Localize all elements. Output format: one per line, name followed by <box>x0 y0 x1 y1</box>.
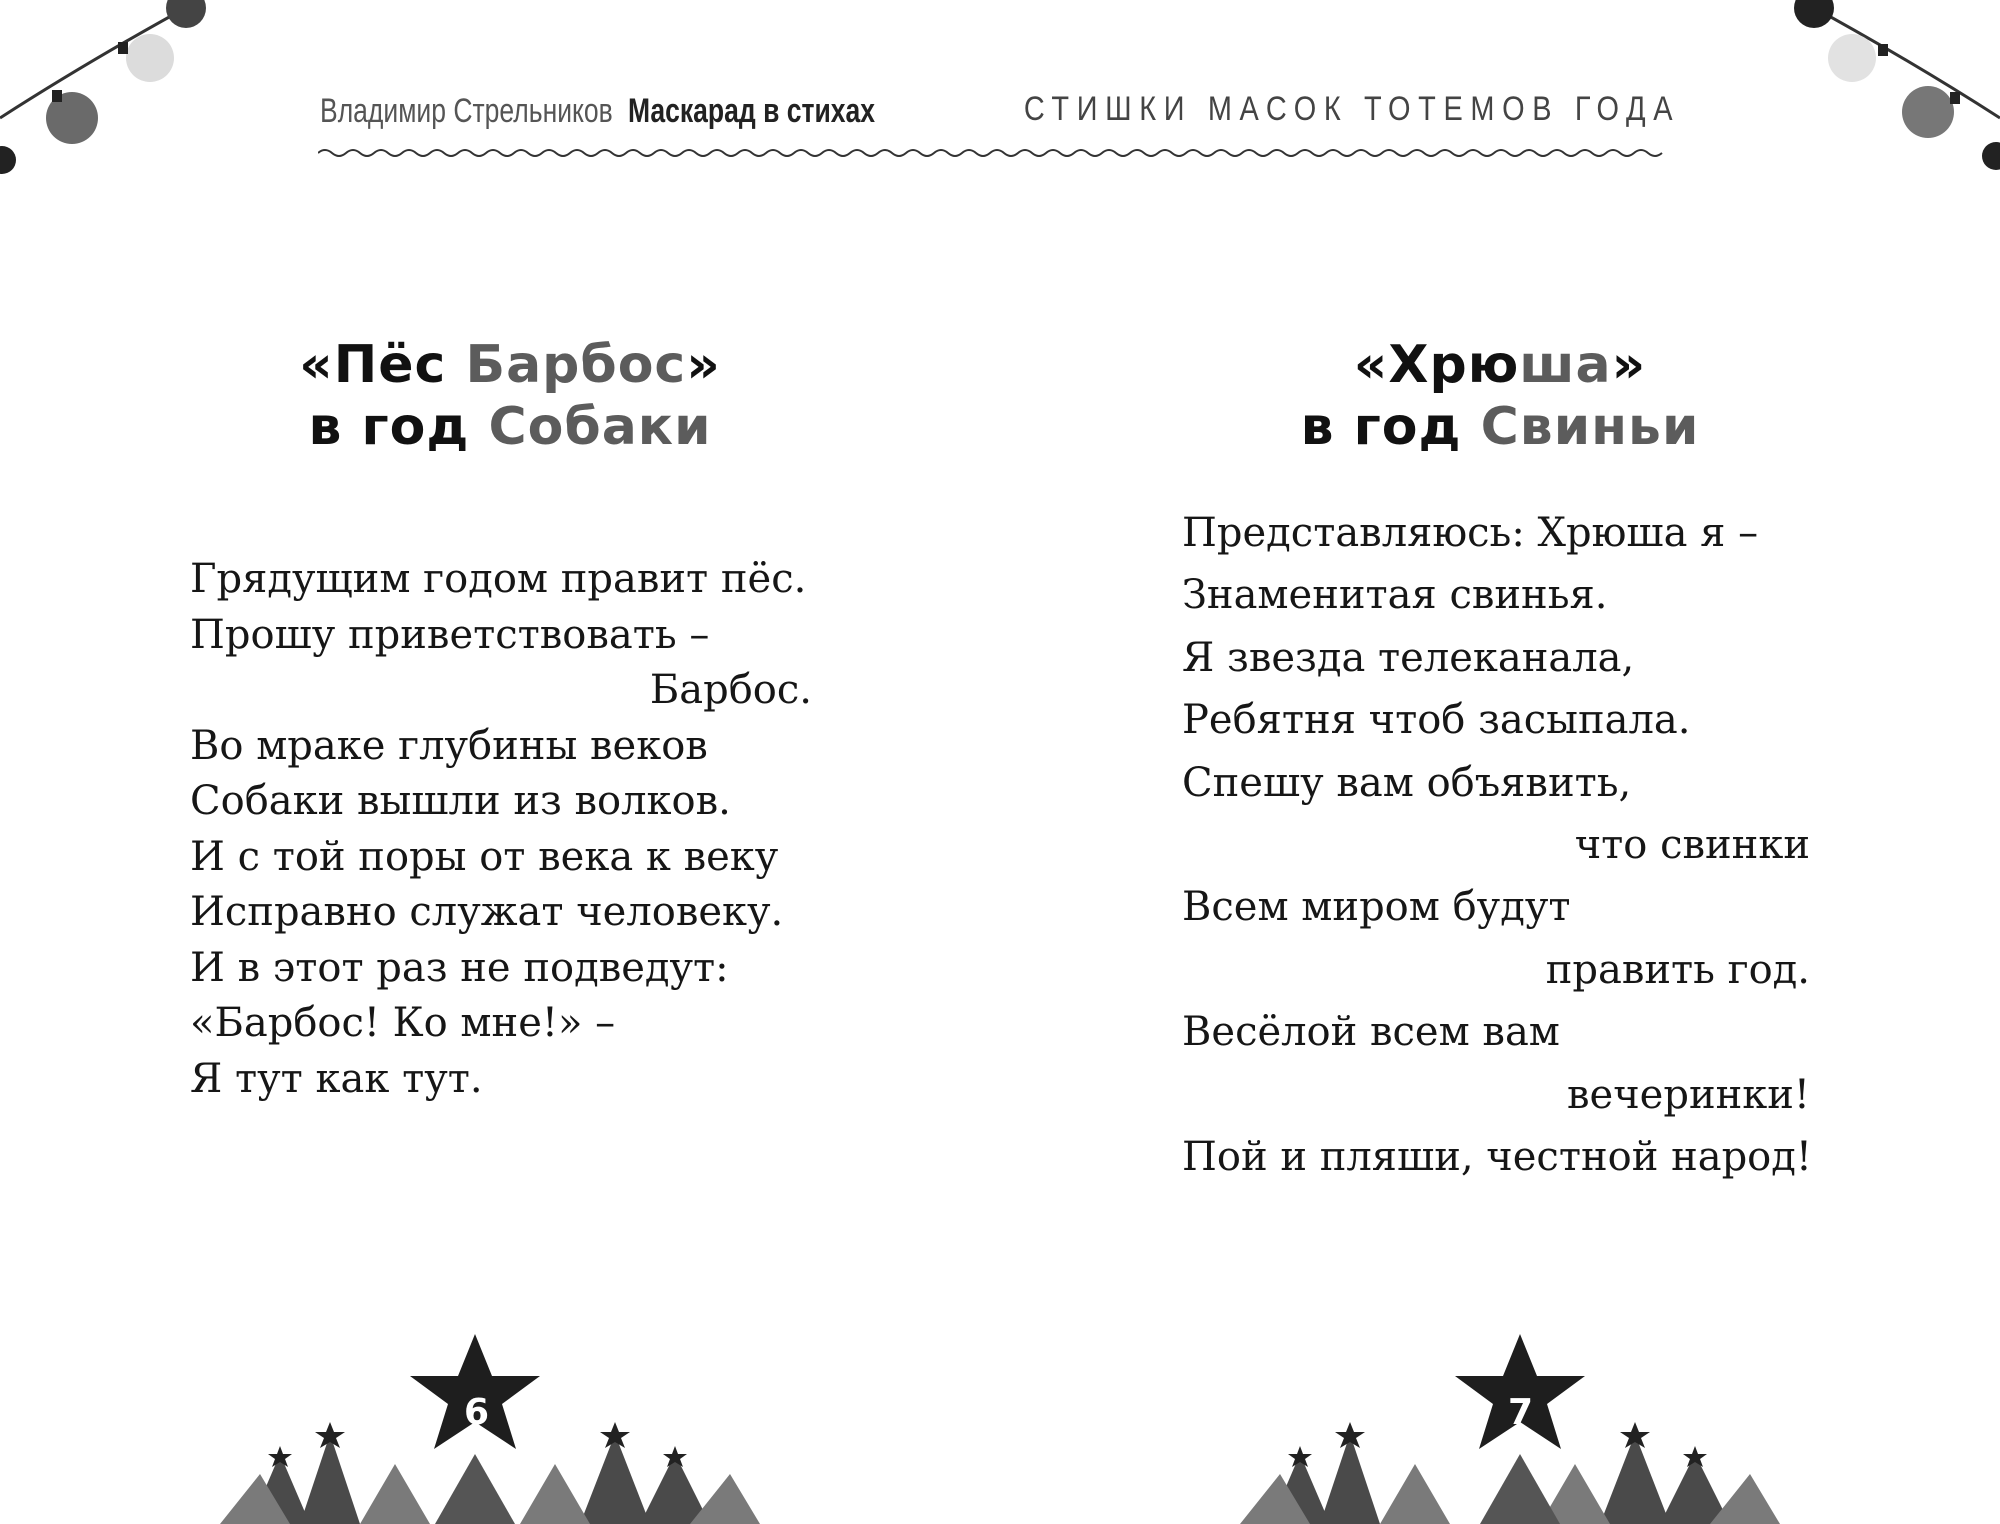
left-title-line2-grey: Собаки <box>488 397 712 457</box>
right-poem-title <box>1200 334 1800 458</box>
poem-line: Собаки вышли из волков. <box>190 778 731 824</box>
left-title-line1-grey: Барбос <box>465 335 687 395</box>
right-title-line1-grey: ша <box>1519 335 1612 395</box>
right-title-line2-grey: Свиньи <box>1480 397 1700 457</box>
left-title-line2-dark: в год <box>308 397 489 457</box>
poem-line: И с той поры от века к веку <box>190 833 779 880</box>
poem-line: что свинки <box>1574 822 1810 869</box>
poem-line: Исправно служат человеку. <box>190 889 784 935</box>
poem-line: Прошу приветствовать – <box>190 611 710 658</box>
poem-line: Я тут как тут. <box>190 1055 483 1102</box>
poem-line: И в этот раз не подведут: <box>190 944 729 991</box>
poem-line: Представляюсь: Хрюша я – <box>1182 510 1759 556</box>
poem-line: «Барбос! Ко мне!» – <box>190 1000 616 1046</box>
right-poem-text <box>1182 502 1810 1188</box>
poem-line: Спешу вам объявить, <box>1182 759 1632 806</box>
left-poem-text <box>190 552 812 1107</box>
poem-line: Барбос. <box>649 667 812 713</box>
header-book-title: Маскарад в стихах <box>628 92 876 130</box>
poem-line: править год. <box>1545 946 1810 993</box>
poem-line: вечеринки! <box>1567 1071 1810 1118</box>
header-series-title: СТИШКИ МАСОК ТОТЕМОВ ГОДА <box>1023 90 1680 128</box>
right-title-line2-dark: в год <box>1300 397 1481 457</box>
page-number-left: 6 <box>464 1392 490 1433</box>
right-title-line1-dark: «Хрю <box>1353 335 1520 395</box>
garland-decoration-right <box>1760 0 2000 180</box>
page-number-right: 7 <box>1508 1392 1534 1433</box>
left-title-line1-dark: «Пёс <box>299 335 466 395</box>
left-title-line1-end: » <box>686 335 721 395</box>
garland-decoration-left <box>0 0 240 180</box>
running-header <box>320 92 1680 140</box>
left-poem-title <box>210 334 810 458</box>
poem-line: Пой и пляши, честной народ! <box>1182 1134 1812 1181</box>
poem-line: Знаменитая свинья. <box>1182 572 1608 619</box>
poem-line: Всем миром будут <box>1182 884 1571 931</box>
header-author: Владимир Стрельников <box>320 92 613 130</box>
poem-line: Я звезда телеканала, <box>1182 634 1635 681</box>
poem-line: Грядущим годом правит пёс. <box>190 556 807 602</box>
poem-line: Ребятня чтоб засыпала. <box>1182 697 1691 744</box>
poem-line: Во мраке глубины веков <box>190 722 708 769</box>
right-title-line1-end: » <box>1611 335 1647 395</box>
footer-trees-stars-left <box>220 1334 760 1524</box>
poem-line: Весёлой всем вам <box>1182 1009 1560 1056</box>
header-wavy-divider <box>318 146 1680 160</box>
